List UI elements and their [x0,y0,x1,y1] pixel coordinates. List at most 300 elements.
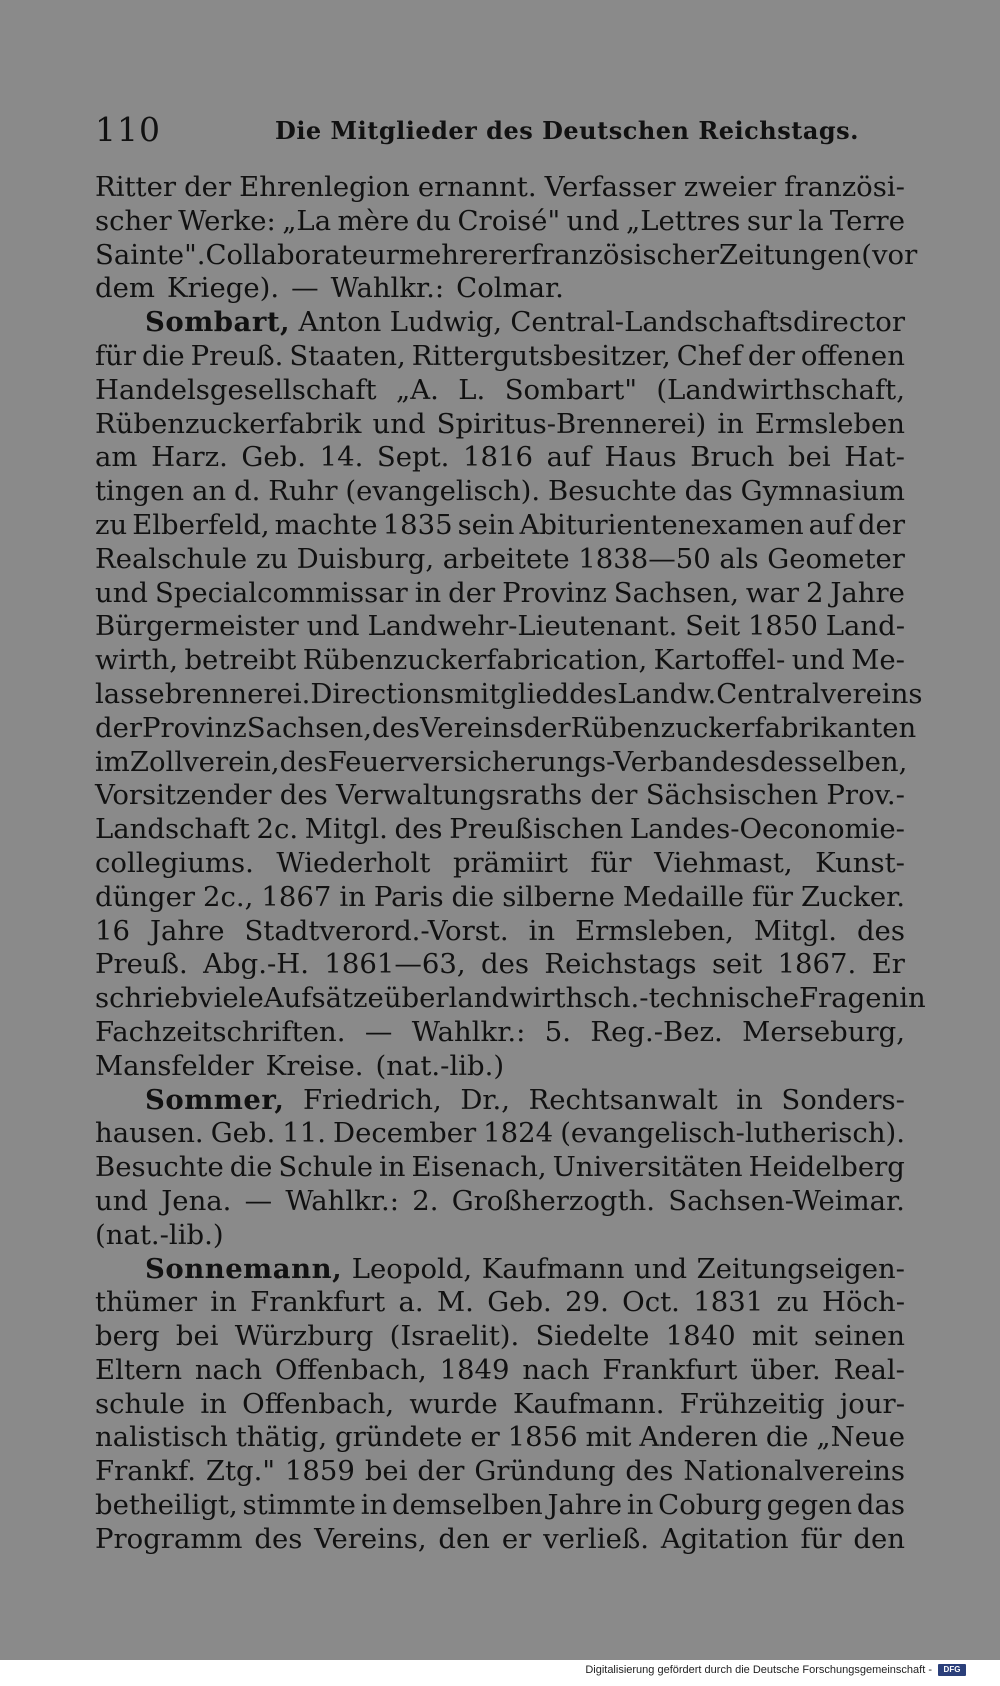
word: „Lettres [626,204,741,237]
word: für [590,846,632,879]
word: 2 [805,576,824,609]
word: Mitgl. [304,813,388,846]
word: 5. [544,1015,572,1048]
word: Wahlkr.: [330,272,445,305]
word: und [372,407,426,440]
word: Besuchte [95,1151,224,1184]
word: 29. [565,1286,609,1319]
word: nach [194,1353,263,1386]
word: mit [585,1421,632,1454]
word: und [306,610,360,643]
word: 1850 [747,610,818,643]
word: am [95,441,138,474]
word: ernannt. [417,171,537,203]
word: Sachsen, [613,576,739,609]
word: Prov.- [826,779,905,812]
word: an [192,475,227,508]
word: des [279,779,328,812]
text-line [95,1117,905,1151]
word: Reichstags [544,948,697,981]
word: Realschule [95,542,248,575]
word: landwirthsch.-technische [448,982,800,1015]
word: Landwehr-Lieutenant. [367,610,678,643]
running-title: Die Mitglieder des Deutschen Reichstags. [275,116,860,145]
word: mère [337,204,410,237]
text-line [95,1050,905,1084]
word: Ermsleben [754,407,905,440]
word: des [371,711,420,744]
word: Ermsleben, [575,914,734,947]
word: Central-Landschaftsdirector [510,306,905,339]
word: des [480,948,529,981]
word: nalistisch [95,1421,228,1454]
word: Anton [298,306,382,339]
word: Offenbach, [274,1353,427,1386]
word: Vorsitzender [95,779,272,812]
word: Ritter [95,171,177,203]
word: (nat.-lib.) [95,1218,224,1251]
page-number: 110 [95,110,161,149]
word: Real- [833,1353,905,1386]
word: Kaufmann [481,1252,625,1285]
word: Feuerversicherungs-Verbandes [327,745,760,778]
text-line [95,1523,905,1557]
word: Schule [278,1151,374,1184]
word: der [747,339,795,372]
word: und [566,204,620,237]
word: Sainte". [95,238,206,271]
text-line [95,1185,905,1219]
word: Universitäten [552,1151,743,1184]
word: war [745,576,800,609]
word: des [569,677,618,710]
word: Frankfurt [250,1286,386,1319]
word: Rechtsanwalt [528,1083,718,1116]
word: 11. [282,1117,327,1150]
word: schrieb [95,982,199,1015]
text-line [95,915,905,949]
word: französi- [784,171,905,203]
word: Würzburg [234,1320,374,1353]
word: 1831 [693,1286,764,1319]
member-name: Sombart, [145,306,291,339]
word: thümer [95,1286,197,1319]
word: December [333,1117,477,1150]
word: Frankfurt [602,1353,738,1386]
word: Bürgermeister [95,610,299,643]
word: Preuß. [190,339,284,372]
text-line [95,1489,905,1523]
word: Verwaltungsraths [336,779,583,812]
word: Gymnasium [740,475,905,508]
word: Ruhr [268,475,338,508]
word: die [142,339,185,372]
word: Kreise. [265,1049,364,1082]
word: Großherzogth. [451,1184,656,1217]
word: Oct. [622,1286,680,1319]
word: in [717,407,744,440]
word: 1838—50 [578,542,711,575]
word: Kunst- [815,846,905,879]
word: 1840 [665,1320,736,1353]
word: Rübenzuckerfabrication, [302,644,648,677]
word: Aufsätze [263,982,384,1015]
word: Bruch [690,441,775,474]
text-line [95,441,905,475]
text-line [95,644,905,678]
word: betreibt [184,644,297,677]
word: gründete [335,1421,463,1454]
word: Rittergutsbesitzer, [411,339,671,372]
word: Fragen [799,982,900,1015]
word: offenen [800,339,905,372]
word: mit [751,1320,798,1353]
word: der [590,779,638,812]
word: mehrerer [398,238,531,271]
word: Harz. [151,441,228,474]
word: Wiederholt [276,846,431,879]
word: die [765,1421,809,1454]
word: Eisenach, [411,1151,547,1184]
word: Zucker. [800,880,905,913]
word: viele [198,982,264,1015]
text-line [95,1219,905,1253]
word: 1849 [439,1353,510,1386]
word: seit [711,948,763,981]
text-line [95,543,905,577]
word: auf [546,441,591,474]
word: lassebrennerei. [95,677,311,710]
word: 1816 [462,441,533,474]
text-line [95,1455,905,1489]
word: Me- [851,644,905,677]
text-line [95,1388,905,1422]
text-line [95,577,905,611]
word: Handelsgesellschaft [95,373,377,406]
word: du [415,204,452,237]
word: Landes-Oeconomie- [629,813,905,846]
word: Spiritus-Brennerei) [436,407,707,440]
word: und [95,1184,149,1217]
word: die [451,880,495,913]
word: Geometer [767,542,905,575]
word: in [200,1387,227,1420]
word: Nationalvereins [683,1455,905,1488]
word: 2c., [203,880,254,913]
word: für [95,339,137,372]
word: Paris [373,880,444,913]
word: Höch- [822,1286,905,1319]
word: Centralvereins [716,677,923,710]
text-line [95,1151,905,1185]
text-line [95,238,918,273]
word: 1835 [382,508,453,541]
word: (evangelisch). [345,475,541,508]
word: Mitgl. [753,914,837,947]
word: Reg.-Bez. [590,1015,723,1048]
text-line [95,306,905,340]
text-line [95,205,905,239]
word: Abg.-H. [203,948,309,981]
word: bei [364,1455,408,1488]
text-line [95,1421,905,1455]
word: Landschaft [95,813,250,846]
word: Siedelte [535,1320,650,1353]
word: a. [398,1286,424,1319]
word: (evangelisch-lutherisch). [560,1117,905,1150]
word: Duisburg, [296,542,435,575]
word: Zeitungen [719,238,862,271]
text-line [95,475,905,509]
word: Croisé" [457,204,561,237]
word: — [291,272,319,305]
word: nach [522,1353,590,1386]
word: im [95,745,130,778]
word: arbeitete [442,542,570,575]
word: er [470,1421,500,1454]
word: 16 [95,914,130,947]
word: Friedrich, [303,1083,442,1116]
word: des [254,1522,303,1555]
word: Eltern [95,1353,183,1386]
word: in [528,914,556,947]
word: hausen. [95,1117,204,1150]
word: der [857,508,905,541]
word: 1867 [261,880,332,913]
word: Chef [676,339,742,372]
word: collegiums. [95,846,254,879]
word: seinen [814,1320,905,1353]
word: Jahre [830,576,905,609]
word: Kriege). [166,272,280,305]
word: der [184,171,232,203]
word: demselben [392,1489,543,1522]
member-name: Sommer, [145,1083,285,1116]
word: über [383,982,449,1015]
word: Medaille [622,880,744,913]
word: in [626,1489,654,1522]
word: scher [95,204,172,237]
word: Anderen [639,1421,758,1454]
word: Heidelberg [748,1151,905,1184]
word: der [417,1455,465,1488]
text-line [95,677,923,712]
word: Dr., [460,1083,510,1116]
word: 1859 [284,1455,355,1488]
word: Seit [685,610,741,643]
word: Frankf. [95,1455,196,1488]
word: wirth, [95,644,178,677]
text-line [95,1084,905,1118]
word: Rübenzuckerfabrik [95,407,362,440]
word: L. [458,373,486,406]
word: (vor [861,238,918,271]
word: Vereins [419,711,524,744]
text-line [95,171,905,205]
word: Jena. [161,1184,232,1217]
word: 2. [412,1184,439,1217]
word: Offenbach, [242,1387,395,1420]
word: schule [95,1387,186,1420]
word: Frühzeitig [679,1387,825,1420]
word: — [364,1015,393,1048]
word: den [438,1522,490,1555]
word: in [378,1151,406,1184]
word: Ztg." [205,1455,275,1488]
word: (Israelit). [389,1320,520,1353]
word: des [394,813,443,846]
word: Abiturientenexamen [519,508,804,541]
word: Wahlkr.: [285,1184,399,1217]
word: (nat.-lib.) [375,1049,505,1082]
word: Agitation [660,1522,789,1555]
word: über. [750,1353,821,1386]
text-line [95,1016,905,1050]
word: gegen [766,1489,853,1522]
word: der [448,576,496,609]
word: Land- [825,610,905,643]
word: jour- [839,1387,905,1420]
word: prämiirt [452,846,568,879]
word: Mansfelder [95,1049,254,1082]
text-line [95,813,905,847]
text-line [95,711,917,746]
word: berg [95,1320,160,1353]
word: das [856,1489,905,1522]
word: — [244,1184,273,1217]
word: französischer [531,238,720,271]
word: in [736,1083,763,1116]
word: des [856,914,905,947]
footer-credit: Digitalisierung gefördert durch die Deutsche Forschungsgemeinschaft - [585,1664,932,1676]
word: für [751,880,793,913]
word: sein [457,508,515,541]
word: dünger [95,880,196,913]
word: des [279,745,328,778]
word: Sonders- [781,1083,905,1116]
word: zweier [683,171,777,203]
word: wurde [409,1387,498,1420]
word: Collaborateur [205,238,399,271]
text-line [95,374,905,408]
word: „Neue [816,1421,905,1454]
word: Sombart" [504,373,638,406]
word: des [625,1455,674,1488]
word: betheiligt, [95,1489,238,1522]
word: Specialcommissar [154,576,408,609]
word: dem [95,272,155,305]
word: sur [746,204,792,237]
text-line [95,509,905,543]
word: und [634,1252,688,1285]
word: er [501,1522,532,1555]
word: das [684,475,733,508]
word: den [853,1522,905,1555]
word: in [899,982,926,1015]
word: (Landwirthschaft, [656,373,905,406]
word: „A. [396,373,439,406]
word: Geb. [210,1117,276,1150]
word: der [95,711,143,744]
text-line [95,408,905,442]
word: Preuß. [95,948,188,981]
word: Elberfeld, [132,508,270,541]
text-line [95,982,926,1016]
word: zu [776,1286,809,1319]
word: Ludwig, [389,306,502,339]
word: in [414,576,442,609]
word: zu [95,508,128,541]
word: Hat- [844,441,905,474]
text-line [95,340,905,374]
word: Fachzeitschriften. [95,1015,346,1048]
text-line [95,745,908,780]
word: in [210,1286,237,1319]
word: zu [255,542,289,575]
word: Coburg [658,1489,762,1522]
text-line [95,881,905,915]
word: in [360,1489,388,1522]
word: Vereins, [314,1522,427,1555]
body-text [95,171,926,1557]
word: Directionsmitglied [310,677,570,710]
word: 1824 [483,1117,554,1150]
word: 1861—63, [324,948,466,981]
text-line [95,779,905,813]
word: machte [274,508,378,541]
member-name: Sonnemann, [145,1252,343,1285]
word: Jahre [547,1489,623,1522]
word: M. [436,1286,474,1319]
word: Viehmast, [654,846,793,879]
word: auf [808,508,853,541]
word: Terre [829,204,905,237]
text-line [95,1354,905,1388]
word: Sachsen-Weimar. [668,1184,905,1217]
word: Merseburg, [742,1015,905,1048]
word: Stadtverord.-Vorst. [244,914,509,947]
word: la [798,204,824,237]
word: Sept. [376,441,450,474]
word: Er [871,948,905,981]
word: Provinz [502,576,607,609]
word: Leopold, [351,1252,473,1285]
word: thätig, [235,1421,328,1454]
word: silberne [502,880,615,913]
word: für [800,1522,842,1555]
word: Zollverein, [129,745,280,778]
word: bei [787,441,831,474]
word: die [229,1151,273,1184]
text-line [95,610,905,644]
dfg-logo-icon: DFG [938,1664,966,1676]
digitization-footer [585,1664,966,1676]
word: desselben, [759,745,908,778]
word: tingen [95,475,185,508]
word: Programm [95,1522,243,1555]
text-line [95,1320,905,1354]
word: Werke: [178,204,276,237]
word: Geb. [487,1286,552,1319]
word: in [339,880,366,913]
word: Ehrenlegion [239,171,410,203]
word: „La [282,204,332,237]
word: Kaufmann. [512,1387,665,1420]
word: Jahre [149,914,225,947]
word: als [719,542,759,575]
text-line [95,1286,905,1320]
word: 1867. [777,948,857,981]
